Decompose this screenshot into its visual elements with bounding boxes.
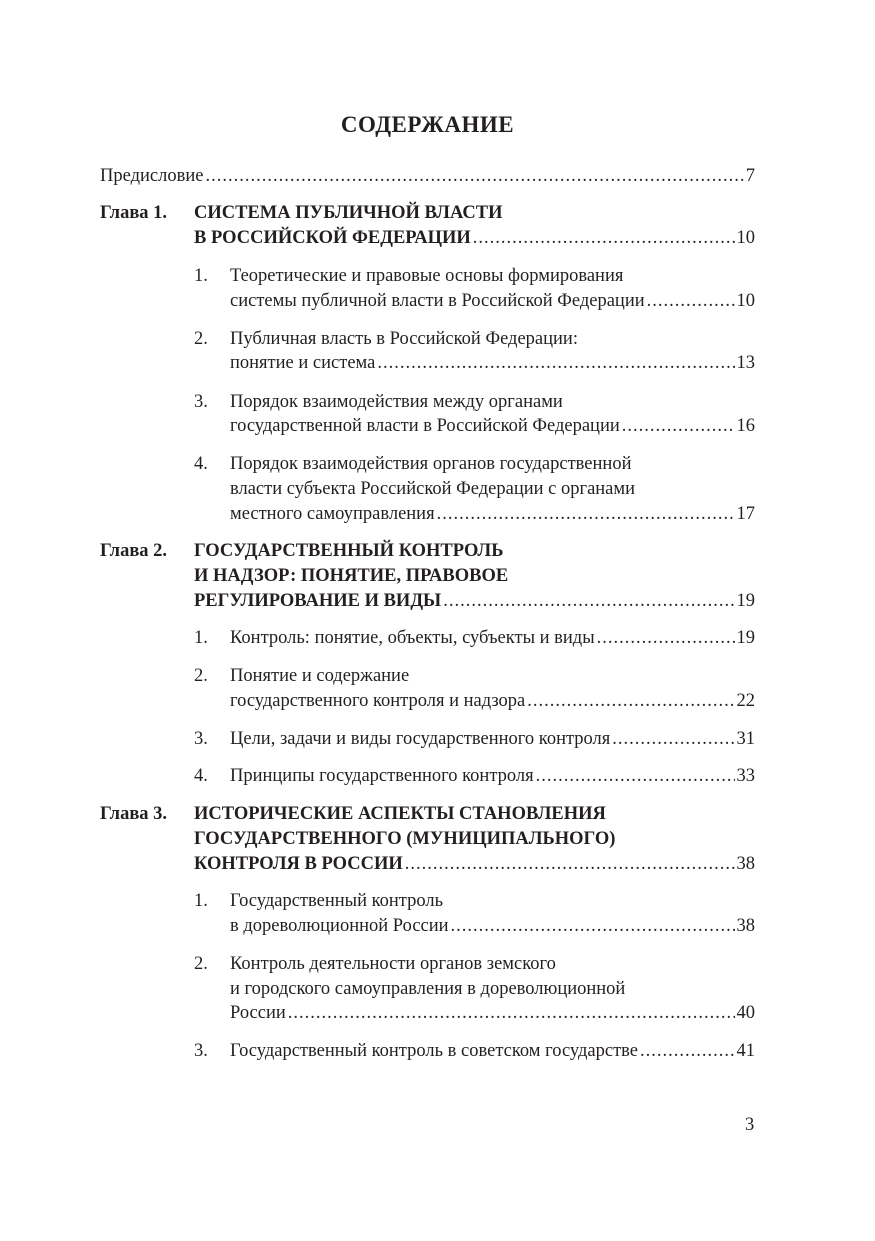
chapter-label: Глава 1.	[100, 203, 168, 223]
section-number: 3.	[194, 1041, 208, 1061]
chapter-label: Глава 2.	[100, 541, 168, 561]
section-title-last-line[interactable]	[230, 727, 755, 751]
leader-dots	[527, 689, 734, 713]
leader-dots	[443, 589, 734, 613]
section-title-line[interactable]: Контроль деятельности органов земского	[230, 954, 556, 974]
section-title-last-line[interactable]	[230, 626, 755, 650]
section-title-line: в дореволюционной России	[230, 916, 449, 936]
section-title-line[interactable]: Государственный контроль	[230, 891, 444, 911]
toc-entry-preface[interactable]	[100, 164, 755, 188]
page-number: 3	[745, 1115, 755, 1135]
section-title-line[interactable]: Публичная власть в Российской Федерации:	[230, 329, 578, 349]
section-title-last-line[interactable]	[230, 414, 755, 438]
toc-page-number: 13	[736, 353, 755, 373]
page-title: СОДЕРЖАНИЕ	[340, 112, 515, 137]
toc-page-number: 31	[736, 729, 755, 749]
chapter-title-line: В РОССИЙСКОЙ ФЕДЕРАЦИИ	[194, 228, 471, 248]
chapter-title-line: РЕГУЛИРОВАНИЕ И ВИДЫ	[194, 591, 442, 611]
section-title-last-line[interactable]	[230, 1039, 755, 1063]
leader-dots	[622, 414, 735, 438]
toc-page-number: 33	[736, 766, 755, 786]
leader-dots	[597, 626, 735, 650]
toc-page-number: 38	[736, 916, 755, 936]
section-title-line[interactable]: Теоретические и правовые основы формирования	[230, 266, 624, 286]
section-title-line: Государственный контроль в советском государстве	[230, 1041, 639, 1061]
toc-page-number: 17	[736, 504, 755, 524]
section-number: 1.	[194, 891, 208, 911]
section-number: 2.	[194, 954, 208, 974]
toc-page-number: 10	[736, 228, 755, 248]
leader-dots	[536, 764, 735, 788]
section-number: 4.	[194, 766, 208, 786]
section-number: 3.	[194, 392, 208, 412]
section-number: 1.	[194, 266, 208, 286]
section-title-line: понятие и система	[230, 353, 376, 373]
section-title-line: России	[230, 1003, 286, 1023]
leader-dots	[405, 852, 735, 876]
section-title-line: Цели, задачи и виды государственного контроля	[230, 729, 611, 749]
section-number: 1.	[194, 628, 208, 648]
toc-page-number: 40	[736, 1003, 755, 1023]
toc-page-number: 19	[736, 628, 755, 648]
section-title-last-line[interactable]	[230, 914, 755, 938]
toc-page-number: 7	[745, 166, 755, 186]
chapter-title-line: КОНТРОЛЯ В РОССИИ	[194, 854, 403, 874]
section-title-line: местного самоуправления	[230, 504, 435, 524]
chapter-title-line[interactable]: ГОСУДАРСТВЕННОГО (МУНИЦИПАЛЬНОГО)	[194, 829, 616, 849]
toc-page-number: 41	[736, 1041, 755, 1061]
section-number: 2.	[194, 666, 208, 686]
toc-entry-text: Предисловие	[100, 166, 204, 186]
toc-page-number: 16	[736, 416, 755, 436]
section-title-line[interactable]: и городского самоуправления в дореволюционной	[230, 979, 626, 999]
toc-page-number: 38	[736, 854, 755, 874]
section-title-last-line[interactable]	[230, 689, 755, 713]
section-title-line: Принципы государственного контроля	[230, 766, 534, 786]
chapter-title-line[interactable]: СИСТЕМА ПУБЛИЧНОЙ ВЛАСТИ	[194, 203, 503, 223]
leader-dots	[473, 226, 735, 250]
chapter-label: Глава 3.	[100, 804, 168, 824]
section-title-line[interactable]: Порядок взаимодействия между органами	[230, 392, 563, 412]
section-title-line[interactable]: Порядок взаимодействия органов государственной	[230, 454, 632, 474]
section-title-last-line[interactable]	[230, 351, 755, 375]
section-number: 2.	[194, 329, 208, 349]
chapter-title-last-line[interactable]	[194, 852, 755, 876]
chapter-title-last-line[interactable]	[194, 589, 755, 613]
chapter-title-last-line[interactable]	[194, 226, 755, 250]
leader-dots	[377, 351, 734, 375]
chapter-title-line[interactable]: И НАДЗОР: ПОНЯТИЕ, ПРАВОВОЕ	[194, 566, 509, 586]
leader-dots	[451, 914, 735, 938]
section-title-line[interactable]: Понятие и содержание	[230, 666, 410, 686]
leader-dots	[437, 502, 735, 526]
section-title-line: государственной власти в Российской Федерации	[230, 416, 620, 436]
section-title-line: Контроль: понятие, объекты, субъекты и виды	[230, 628, 595, 648]
section-number: 3.	[194, 729, 208, 749]
leader-dots	[288, 1001, 735, 1025]
leader-dots	[612, 727, 734, 751]
toc-page-number: 10	[736, 291, 755, 311]
section-title-line: государственного контроля и надзора	[230, 691, 526, 711]
section-title-last-line[interactable]	[230, 289, 755, 313]
section-title-last-line[interactable]	[230, 764, 755, 788]
section-number: 4.	[194, 454, 208, 474]
chapter-title-line[interactable]: ИСТОРИЧЕСКИЕ АСПЕКТЫ СТАНОВЛЕНИЯ	[194, 804, 606, 824]
toc-page-number: 19	[736, 591, 755, 611]
section-title-last-line[interactable]	[230, 502, 755, 526]
section-title-line[interactable]: власти субъекта Российской Федерации с органами	[230, 479, 635, 499]
leader-dots	[205, 164, 743, 188]
chapter-title-line[interactable]: ГОСУДАРСТВЕННЫЙ КОНТРОЛЬ	[194, 541, 504, 561]
section-title-last-line[interactable]	[230, 1001, 755, 1025]
leader-dots	[640, 1039, 734, 1063]
leader-dots	[647, 289, 735, 313]
section-title-line: системы публичной власти в Российской Федерации	[230, 291, 645, 311]
toc-page-number: 22	[736, 691, 755, 711]
